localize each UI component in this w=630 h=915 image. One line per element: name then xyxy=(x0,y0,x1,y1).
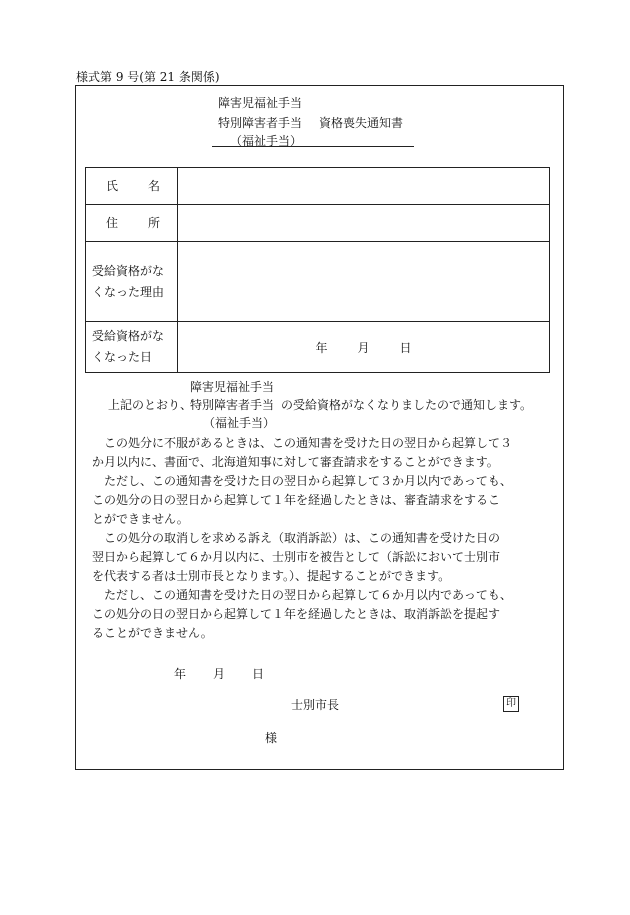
paragraph-line: この処分の取消しを求める訴え（取消訴訟）は、この通知書を受けた日の xyxy=(104,531,501,545)
reason-field[interactable] xyxy=(178,242,550,322)
date-field[interactable]: 年 月 日 xyxy=(178,322,550,373)
form-number: 様式第 9 号(第 21 条関係) xyxy=(76,70,220,84)
paragraph-line: この処分の日の翌日から起算して１年を経過したときは、取消訴訟を提起す xyxy=(92,607,501,621)
reason-row xyxy=(86,242,550,322)
reason-label: 受給資格がな くなった理由 xyxy=(86,242,178,322)
title-suffix: 資格喪失通知書 xyxy=(319,116,404,130)
notice-stack-2: 特別障害者手当 xyxy=(190,398,275,412)
paragraph-line: 翌日から起算して６か月以内に、士別市を被告として（訴訟において士別市 xyxy=(92,550,501,564)
notice-stack-3: （福祉手当） xyxy=(203,416,276,430)
footer-day: 日 xyxy=(252,667,265,681)
seal-mark: 印 xyxy=(503,696,519,712)
title-line-2: 特別障害者手当 xyxy=(218,116,303,130)
address-label: 住 所 xyxy=(86,205,178,242)
info-table xyxy=(85,167,550,373)
footer-year: 年 xyxy=(174,667,187,681)
paragraph-line: を代表する者は士別市長となります。）、提起することができます。 xyxy=(92,569,451,583)
honorific: 様 xyxy=(265,731,278,745)
name-row xyxy=(86,168,550,205)
paragraph-line: ることができません。 xyxy=(92,626,213,640)
paragraph-line: この処分に不服があるときは、この通知書を受けた日の翌日から起算して３ xyxy=(104,436,513,450)
address-field[interactable] xyxy=(178,205,550,242)
date-row xyxy=(86,322,550,373)
issuer-name: 士別市長 xyxy=(291,698,340,712)
address-row xyxy=(86,205,550,242)
paragraph-line: とができません。 xyxy=(92,512,189,526)
notice-stack-1: 障害児福祉手当 xyxy=(190,380,275,394)
name-field[interactable] xyxy=(178,168,550,205)
paragraph-line: ただし、この通知書を受けた日の翌日から起算して６か月以内であっても、 xyxy=(104,588,512,602)
title-underline xyxy=(212,146,414,147)
title-line-1: 障害児福祉手当 xyxy=(218,96,303,110)
name-label: 氏 名 xyxy=(86,168,178,205)
notice-suffix: の受給資格がなくなりましたので通知します。 xyxy=(281,398,533,412)
notice-prefix: 上記のとおり、 xyxy=(108,398,193,412)
title-line-3: （福祉手当） xyxy=(230,134,303,148)
footer-month: 月 xyxy=(213,667,226,681)
date-label: 受給資格がな くなった日 xyxy=(86,322,178,373)
paragraph-line: か月以内に、書面で、北海道知事に対して審査請求をすることができます。 xyxy=(92,455,499,469)
paragraph-line: ただし、この通知書を受けた日の翌日から起算して３か月以内であっても、 xyxy=(104,474,512,488)
paragraph-line: この処分の日の翌日から起算して１年を経過したときは、審査請求をするこ xyxy=(92,493,501,507)
